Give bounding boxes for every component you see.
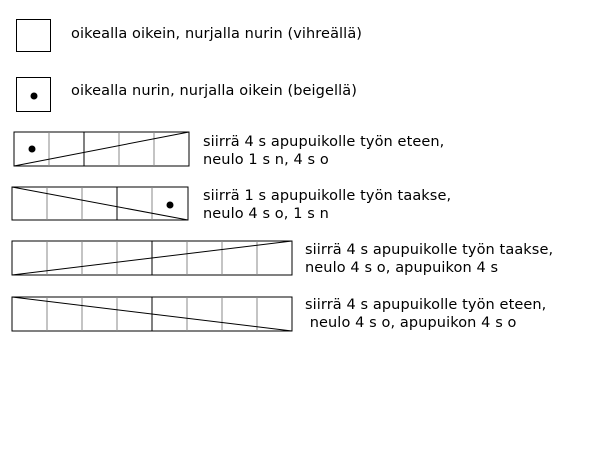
cable-8-front-symbol bbox=[11, 296, 294, 333]
legend-text-line: oikealla nurin, nurjalla oikein (beigellä) bbox=[71, 83, 357, 99]
legend-text-line: siirrä 4 s apupuikolle työn eteen, bbox=[203, 134, 445, 150]
purl-stitch-symbol bbox=[16, 77, 52, 113]
legend-text-line: neulo 4 s o, apupuikon 4 s o bbox=[305, 315, 517, 331]
legend-label-purl bbox=[71, 82, 357, 100]
legend-label-cable-8-back bbox=[305, 241, 553, 277]
legend-label-knit bbox=[71, 25, 362, 43]
legend-text-line: siirrä 4 s apupuikolle työn eteen, bbox=[305, 297, 547, 313]
legend-label-cable-8-front bbox=[305, 296, 546, 332]
purl-dot bbox=[31, 93, 38, 100]
legend-text-line: oikealla oikein, nurjalla nurin (vihreällä) bbox=[71, 26, 363, 42]
legend-text-line: siirrä 1 s apupuikolle työn taakse, bbox=[203, 188, 452, 204]
cable-5-front-symbol bbox=[13, 131, 191, 169]
cable-8-back-symbol bbox=[11, 240, 294, 277]
knit-stitch-symbol bbox=[16, 19, 52, 53]
purl-dot bbox=[29, 146, 36, 153]
legend-text-line: neulo 4 s o, 1 s n bbox=[203, 206, 329, 222]
legend-label-cable-5-front bbox=[203, 133, 444, 169]
legend-text-line: neulo 4 s o, apupuikon 4 s bbox=[305, 260, 499, 276]
purl-dot bbox=[167, 202, 174, 209]
legend-text-line: siirrä 4 s apupuikolle työn taakse, bbox=[305, 242, 554, 258]
cable-5-back-symbol bbox=[11, 186, 191, 223]
legend-text-line: neulo 1 s n, 4 s o bbox=[203, 152, 329, 168]
legend-label-cable-5-back bbox=[203, 187, 451, 223]
